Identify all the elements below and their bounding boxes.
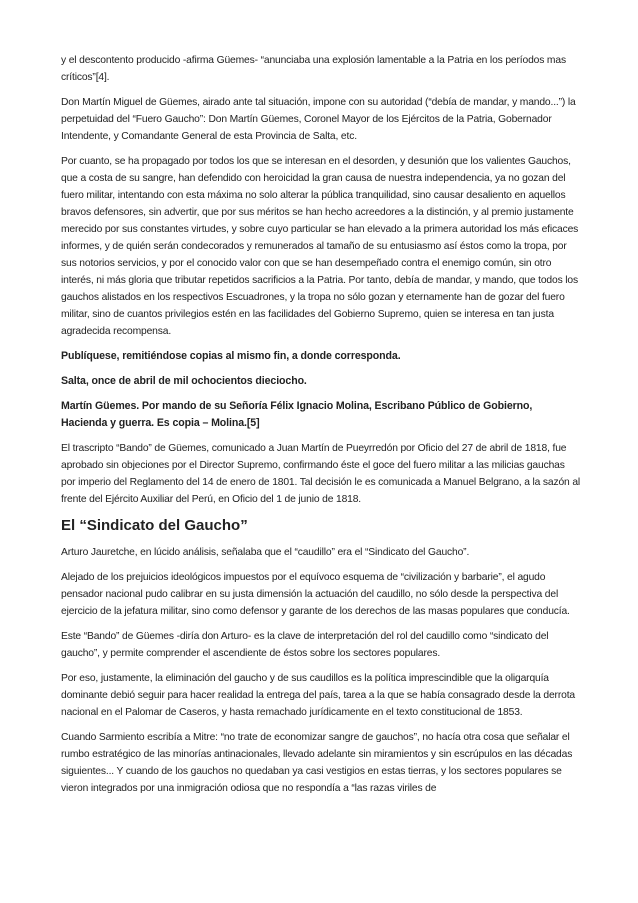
document-page [61, 52, 581, 805]
bold-line-salta: Salta, once de abril de mil ochocientos dieciocho. [61, 375, 307, 387]
paragraph-2: Don Martín Miguel de Güemes, airado ante tal situación, impone con su autoridad (“debía de mandar, y mando...”) la perpetuidad del “Fuero Gaucho”: Don Martín Güemes, Coronel Mayor de los Ejércitos de la Patria, Gobernador Intendente, y Comandante General de esta Provincia de Salta, etc. [61, 97, 576, 142]
section-paragraph-5: Cuando Sarmiento escribía a Mitre: “no trate de economizar sangre de gauchos”, no hacía otra cosa que señalar el rumbo estratégico de las minorías antinacionales, llevado adelante sin miramientos y sin escrúpulos en las décadas siguientes... Y cuando de los gauchos no quedaban ya casi vestigios en estas tierras, y los sectores populares se vieron integrados por una inmigración odiosa que no respondía a “las razas viriles de [61, 732, 573, 794]
paragraph-bando: El trascripto “Bando” de Güemes, comunicado a Juan Martín de Pueyrredón por Oficio del 27 de abril de 1818, fue aprobado sin objeciones por el Director Supremo, confirmando éste el goce del fuero militar a las milicias gauchas por imperio del Reglamento del 14 de enero de 1801. Tal decisión le es comunicada a Manuel Belgrano, a la sazón al frente del Ejército Auxiliar del Perú, en Oficio del 1 de junio de 1818. [61, 443, 581, 505]
paragraph-3: Por cuanto, se ha propagado por todos los que se interesan en el desorden, y desunión que los valientes Gauchos, que a costa de su sangre, han defendido con heroicidad la gran causa de nuestra independencia, ya no gozan del fuero militar, intentando con esta máxima no solo alterar la pública tranquilidad, sino causar desaliento en aquellos bravos defensores, sin advertir, que por sus méritos se han hecho acreedores a la distinción, y al premio justamente merecido por sus constantes virtudes, y sobre cuyo particular se han elevado a la primera autoridad los más eficaces informes, y de quién serán condecorados y remunerados al tamaño de su entusiasmo así éstos como la tropa, por sus notorios servicios, y por el conocido valor con que se han desempeñado contra el enemigo común, sin otro interés, ni más gloria que tributar repetidos sacrificios a la Patria. Por tanto, debía de mandar, y mando, que todos los gauchos alistados en los respectivos Escuadrones, y la tropa no sólo gozan y eternamente han de gozar del fuero militar, sino de cuantos privilegios estén en las facilidades del Gobierno Supremo, quien se interesa en tan justa agradecida recompensa. [61, 156, 579, 337]
bold-line-publiquese: Publíquese, remitiéndose copias al mismo fin, a donde corresponda. [61, 350, 401, 362]
section-paragraph-2: Alejado de los prejuicios ideológicos impuestos por el equívoco esquema de “civilización y barbarie”, el agudo pensador nacional pudo calibrar en su justa dimensión la actuación del caudillo, no sólo desde la perspectiva del ejercicio de la jefatura militar, sino como defensor y garante de los derechos de las masas populares que conducía. [61, 572, 570, 617]
bold-line-signature: Martín Güemes. Por mando de su Señoría Félix Ignacio Molina, Escribano Público de Gobierno, Hacienda y guerra. Es copia – Molina.[5] [61, 400, 533, 429]
paragraph-1: y el descontento producido -afirma Güemes- “anunciaba una explosión lamentable a la Patria en los períodos mas críticos”[4]. [61, 55, 566, 83]
section-paragraph-3: Este “Bando” de Güemes -diría don Arturo- es la clave de interpretación del rol del caudillo como “sindicato del gaucho”, y permite comprender el ascendiente de éstos sobre los sectores populares. [61, 631, 549, 659]
section-heading: El “Sindicato del Gaucho” [61, 517, 248, 534]
section-paragraph-1: Arturo Jauretche, en lúcido análisis, señalaba que el “caudillo” era el “Sindicato del Gaucho”. [61, 547, 470, 558]
section-paragraph-4: Por eso, justamente, la eliminación del gaucho y de sus caudillos es la política imprescindible que la oligarquía dominante debió seguir para hacer realidad la entrega del país, tarea a la que se había consagrado desde la derrota nacional en el Palomar de Caseros, y hasta remachado jurídicamente en el texto constitucional de 1853. [61, 673, 575, 718]
